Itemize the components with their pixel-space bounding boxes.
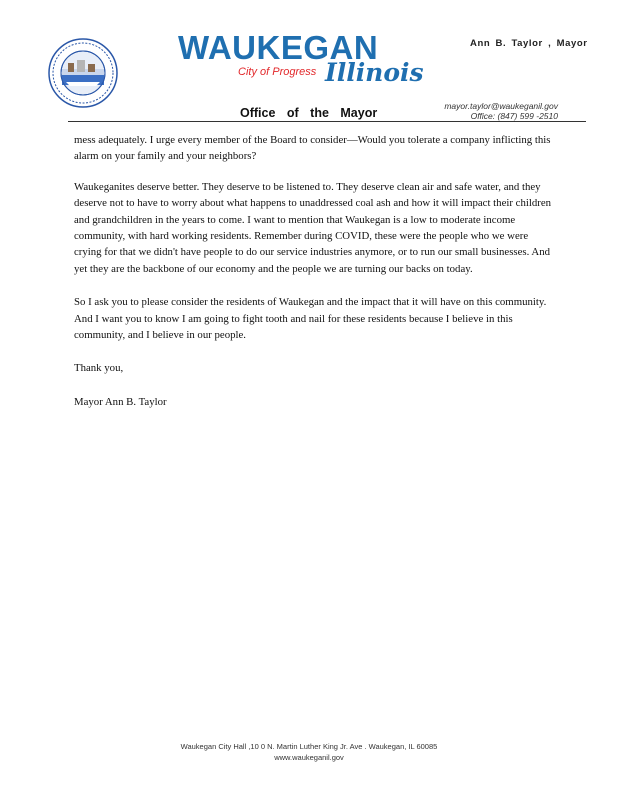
- office-title: Office of the Mayor: [240, 106, 378, 120]
- header-divider: [68, 121, 586, 122]
- contact-info: [444, 101, 558, 121]
- logo-tagline: City of Progress: [238, 66, 317, 78]
- city-logo: [178, 29, 424, 92]
- city-seal-icon: [48, 38, 118, 108]
- contact-phone: Office: (847) 599 -2510: [470, 111, 558, 121]
- footer-website: www.waukeganil.gov: [274, 753, 344, 762]
- logo-script-illinois: Illinois: [325, 58, 424, 87]
- letter-paragraph: So I ask you to please consider the residents of Waukegan and the impact that it will have on this community. And I want you to know I am going to fight tooth and nail for these residents because I believe in this community, and I believe in our people.: [74, 296, 547, 342]
- mayor-name: Ann B. Taylor , Mayor: [470, 38, 588, 49]
- letter-closing: Thank you,: [74, 362, 124, 375]
- letter-paragraph: Waukeganites deserve better. They deserve to be listened to. They deserve clean air and safe water, and they deserve not to have to worry about what happens to unaddressed coal ash and how it will impact their children and grandchildren in the years to come. I want to mention that Waukegan is a low to moderate income community, with hard working residents. Remember during COVID, these were the people who we were crying for that we didn't have people to do our service industries anymore, or to run our small businesses. And yet they are the backbone of our economy and the people we are turning our backs on today.: [74, 180, 552, 275]
- letter-body: [74, 132, 552, 427]
- logo-wordmark: WAUKEGAN: [178, 29, 379, 66]
- contact-email: mayor.taylor@waukeganil.gov: [444, 101, 558, 111]
- letter-paragraph: mess adequately. I urge every member of the Board to consider—Would you tolerate a company inflicting this alarm on your family and your neighbors?: [74, 134, 551, 163]
- footer-address: Waukegan City Hall ,10 0 N. Martin Luther King Jr. Ave . Waukegan, IL 60085: [180, 742, 438, 751]
- page-footer: [0, 741, 618, 763]
- letter-signature: Mayor Ann B. Taylor: [74, 395, 167, 408]
